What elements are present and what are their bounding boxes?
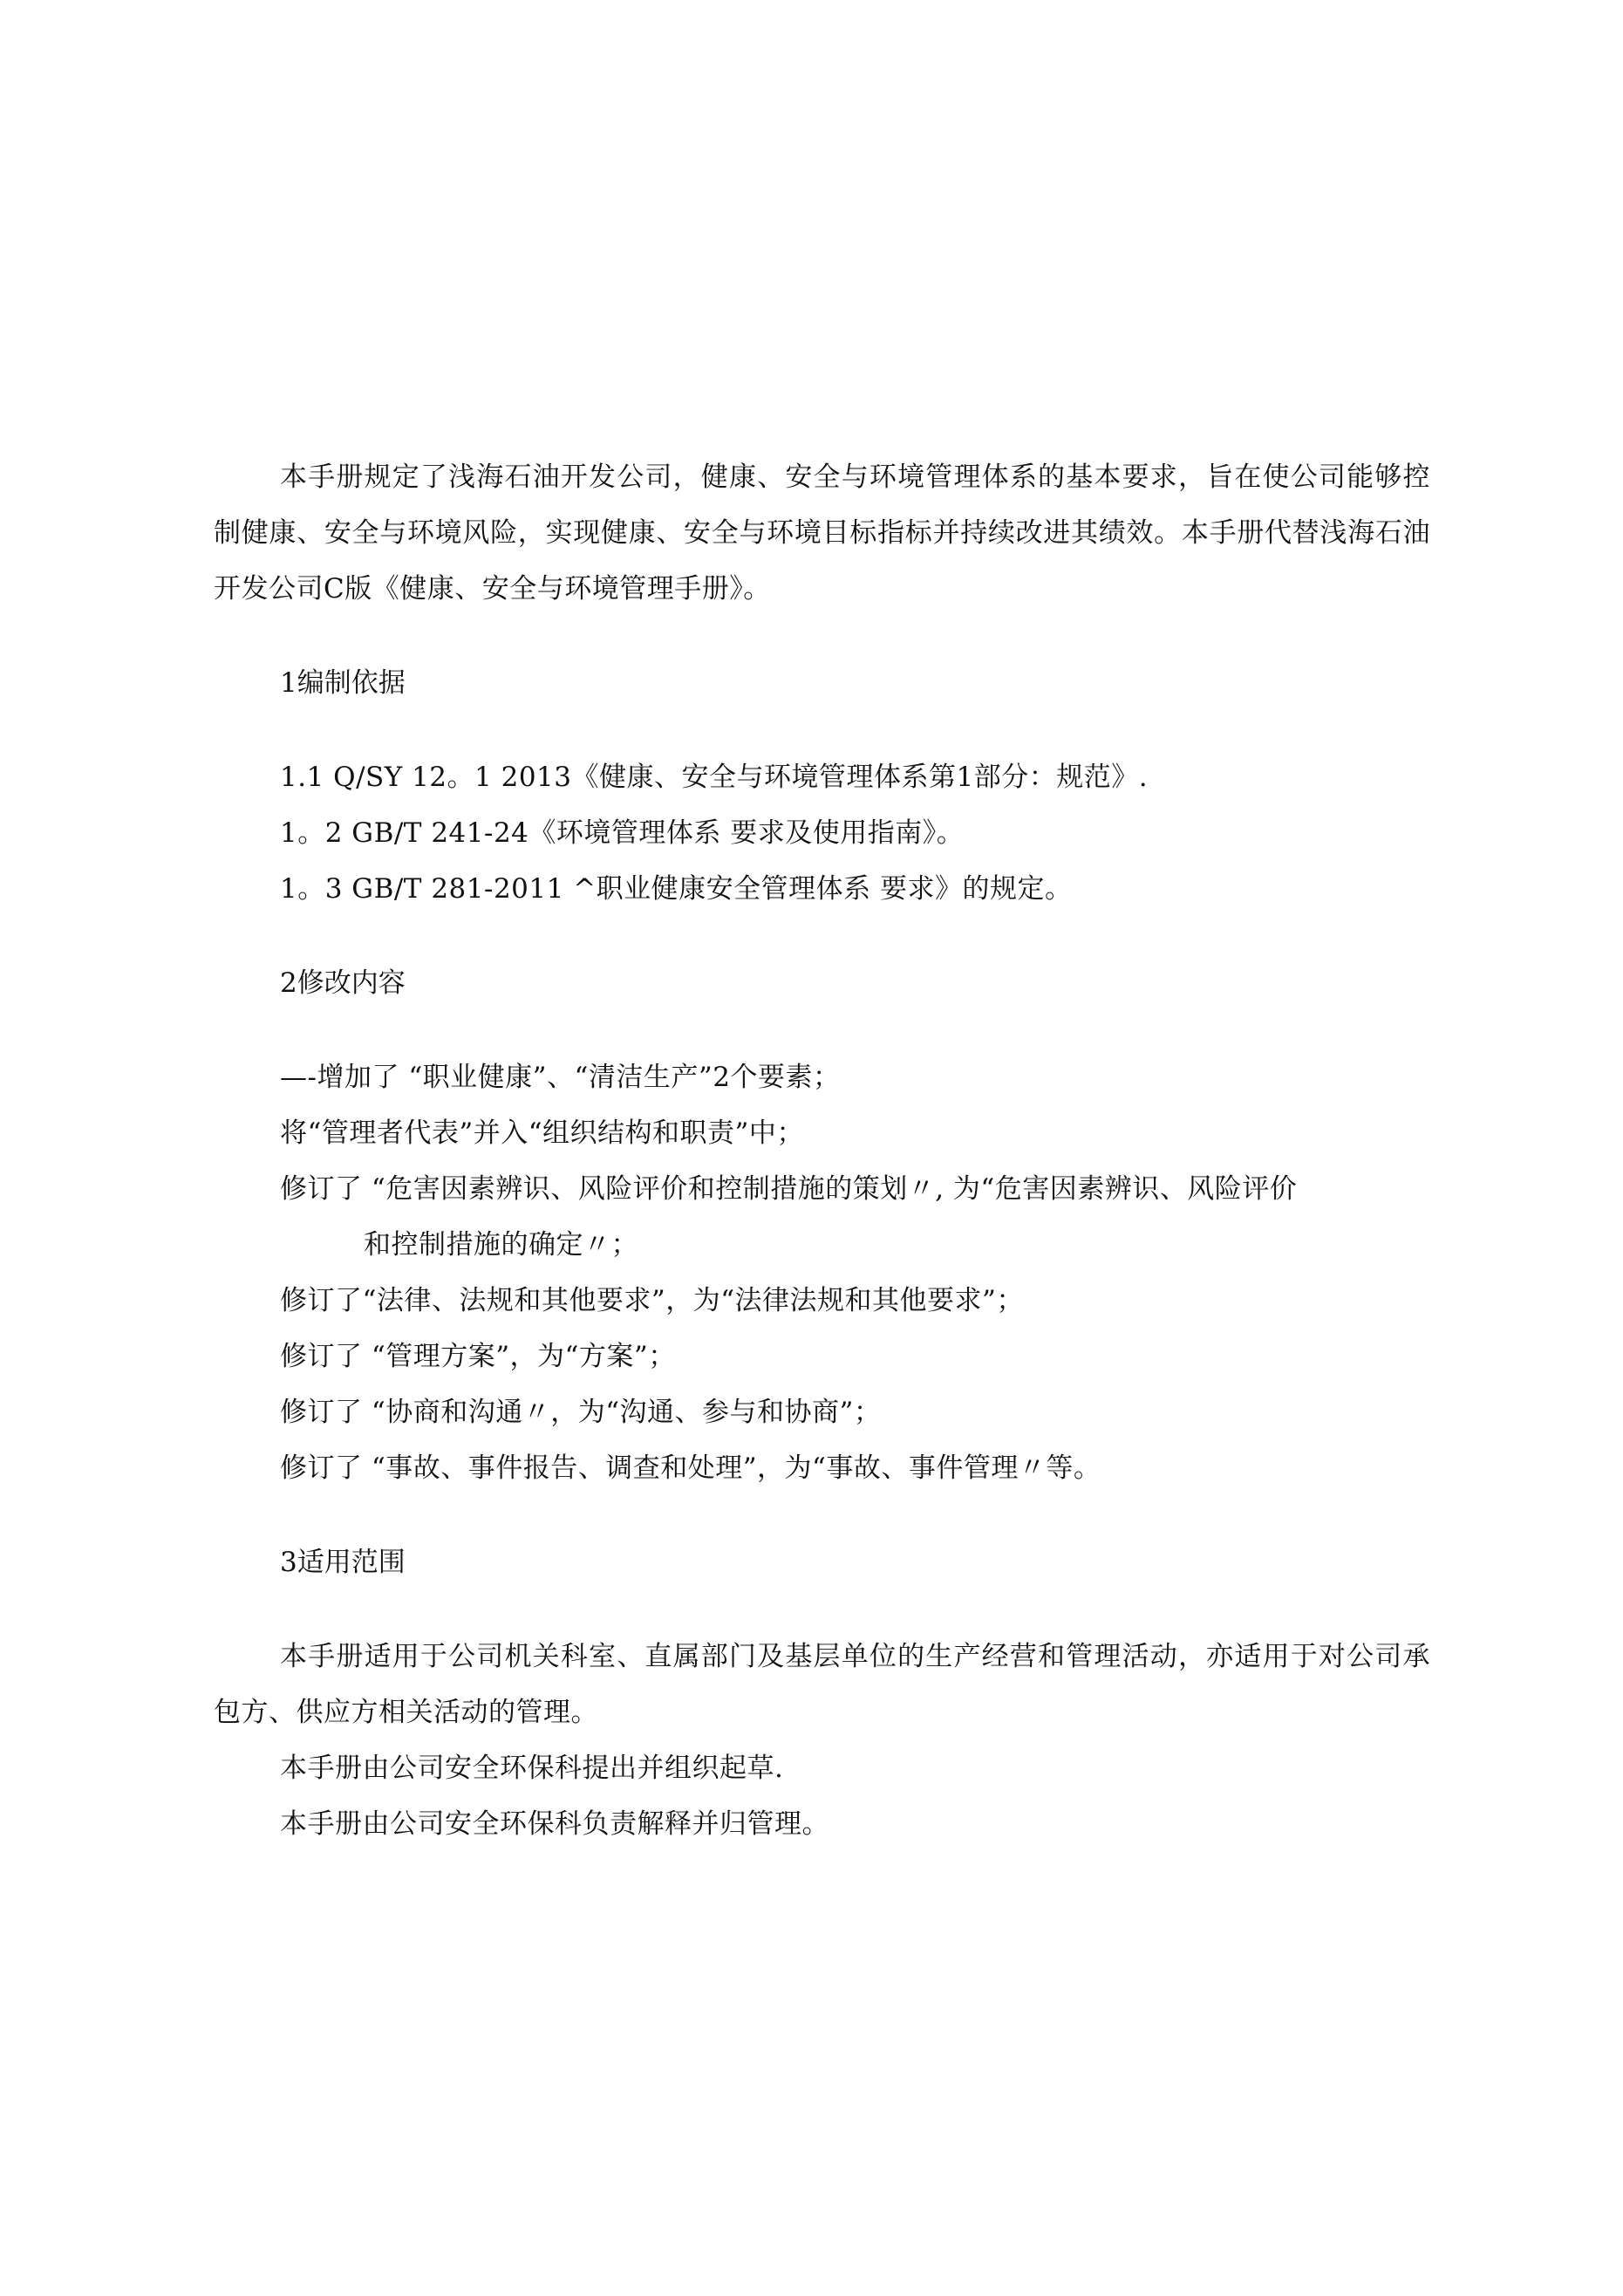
scope-line: 本手册由公司安全环保科负责解释并归管理。 (280, 1808, 829, 1840)
scope-paragraph: 本手册适用于公司机关科室、直属部门及基层单位的生产经营和管理活动，亦适用于对公司承包方、供应方相关活动的管理。 (214, 1641, 1430, 1728)
revision-item: 修订了 “协商和沟通〃，为“沟通、参与和协商”； (280, 1397, 882, 1428)
revision-item: —-增加了 “职业健康”、“清洁生产”2个要素； (280, 1062, 841, 1093)
basis-item: 1.1 Q/SY 12。1 2013《健康、安全与环境管理体系第1部分：规范》. (280, 762, 1149, 793)
intro-paragraph: 本手册规定了浅海石油开发公司，健康、安全与环境管理体系的基本要求，旨在使公司能够控制健康、安全与环境风险，实现健康、安全与环境目标指标并持续改进其绩效。本手册代替浅海石油开发公司C版《健康、安全与环境管理手册》。 (214, 461, 1430, 605)
basis-item: 1。2 GB/T 241-24《环境管理体系 要求及使用指南》。 (280, 817, 965, 849)
revision-item-first-line: 修订了 “危害因素辨识、风险评价和控制措施的策划〃, 为“危害因素辨识、风险评价 (280, 1173, 1298, 1205)
revision-item: 修订了“法律、法规和其他要求”，为“法律法规和其他要求”； (280, 1285, 1024, 1316)
revision-item-wrapped (214, 1161, 1430, 1273)
document-body (214, 449, 1430, 1852)
basis-item: 1。3 GB/T 281-2011 ^职业健康安全管理体系 要求》的规定。 (280, 873, 1073, 905)
revision-item-continuation: 和控制措施的确定〃； (364, 1229, 638, 1261)
scope-line: 本手册由公司安全环保科提出并组织起草. (280, 1753, 784, 1784)
revision-item: 修订了 “管理方案”，为“方案”； (280, 1341, 676, 1372)
revision-item: 将“管理者代表”并入“组织结构和职责”中； (280, 1117, 804, 1149)
section-heading-revisions: 2修改内容 (280, 967, 406, 999)
section-heading-basis: 1编制依据 (280, 667, 406, 699)
section-heading-scope: 3适用范围 (280, 1547, 406, 1578)
revision-item: 修订了 “事故、事件报告、调查和处理”，为“事故、事件管理〃等。 (280, 1452, 1101, 1484)
